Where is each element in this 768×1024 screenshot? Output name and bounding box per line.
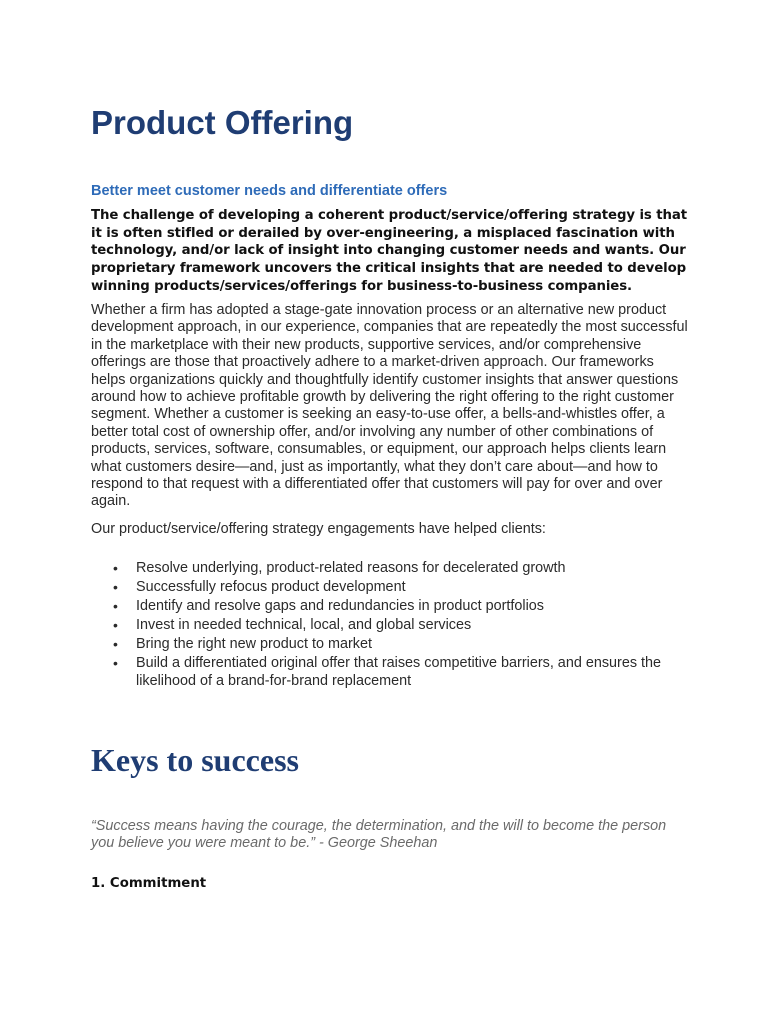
list-item-text: Invest in needed technical, local, and global services bbox=[136, 617, 472, 633]
bullet-icon: • bbox=[113, 560, 118, 576]
intro-paragraph: The challenge of developing a coherent product/service/offering strategy is that it is often stifled or derailed by over-engineering, a misplaced fascination with technology, and/or lack of insight into changing customer needs and wants. Our proprietary framework uncovers the critical insights that are needed to develop winning products/services/offerings for business-to-business companies. bbox=[91, 208, 688, 294]
list-item-text: Successfully refocus product development bbox=[136, 579, 406, 595]
body-paragraph: Whether a firm has adopted a stage-gate innovation process or an alternative new product development approach, in our experience, companies that are repeatedly the most successful in the marketplace with their new products, supportive services, and/or comprehensive offerings are those that proactively adhere to a market-driven approach. Our frameworks helps organizations quickly and thoughtfully identify customer insights that answer questions around how to achieve profitable growth by delivering the right offering to the right customer segment. Whether a customer is seeking an easy-to-use offer, a bells-and-whistles offer, a better total cost of ownership offer, and/or involving any number of other combinations of products, services, software, consumables, or equipment, our approach helps clients learn what customers desire—and, just as importantly, what they don’t care about—and how to respond to that request with a differentiated offer that customers will pay for over and over again. bbox=[91, 302, 688, 510]
bullet-icon: • bbox=[113, 655, 118, 671]
page-title: Product Offering bbox=[91, 104, 354, 141]
list-item bbox=[91, 597, 691, 615]
list-item bbox=[91, 635, 691, 653]
bullet-icon: • bbox=[113, 617, 118, 633]
list-item-text: Bring the right new product to market bbox=[136, 636, 372, 652]
bullet-icon: • bbox=[113, 579, 118, 595]
list-item bbox=[91, 559, 691, 577]
list-item-text: Resolve underlying, product-related reasons for decelerated growth bbox=[136, 560, 566, 576]
bullet-icon: • bbox=[113, 636, 118, 652]
bullet-icon: • bbox=[113, 598, 118, 614]
list-item bbox=[91, 578, 691, 596]
list-item-text: Build a differentiated original offer that raises competitive barriers, and ensures the likelihood of a brand-for-brand replacement bbox=[136, 655, 662, 689]
page-subtitle: Better meet customer needs and differentiate offers bbox=[91, 183, 448, 199]
list-item-text: Identify and resolve gaps and redundancies in product portfolios bbox=[136, 598, 544, 614]
quote-text: “Success means having the courage, the determination, and the will to become the person you believe you were meant to be.” - George Sheehan bbox=[91, 818, 667, 852]
list-item bbox=[91, 616, 691, 634]
commitment-heading: 1. Commitment bbox=[91, 876, 207, 891]
list-item bbox=[91, 654, 691, 690]
benefits-list bbox=[91, 559, 691, 691]
keys-to-success-heading: Keys to success bbox=[91, 742, 299, 778]
list-lead-text: Our product/service/offering strategy engagements have helped clients: bbox=[91, 521, 546, 537]
